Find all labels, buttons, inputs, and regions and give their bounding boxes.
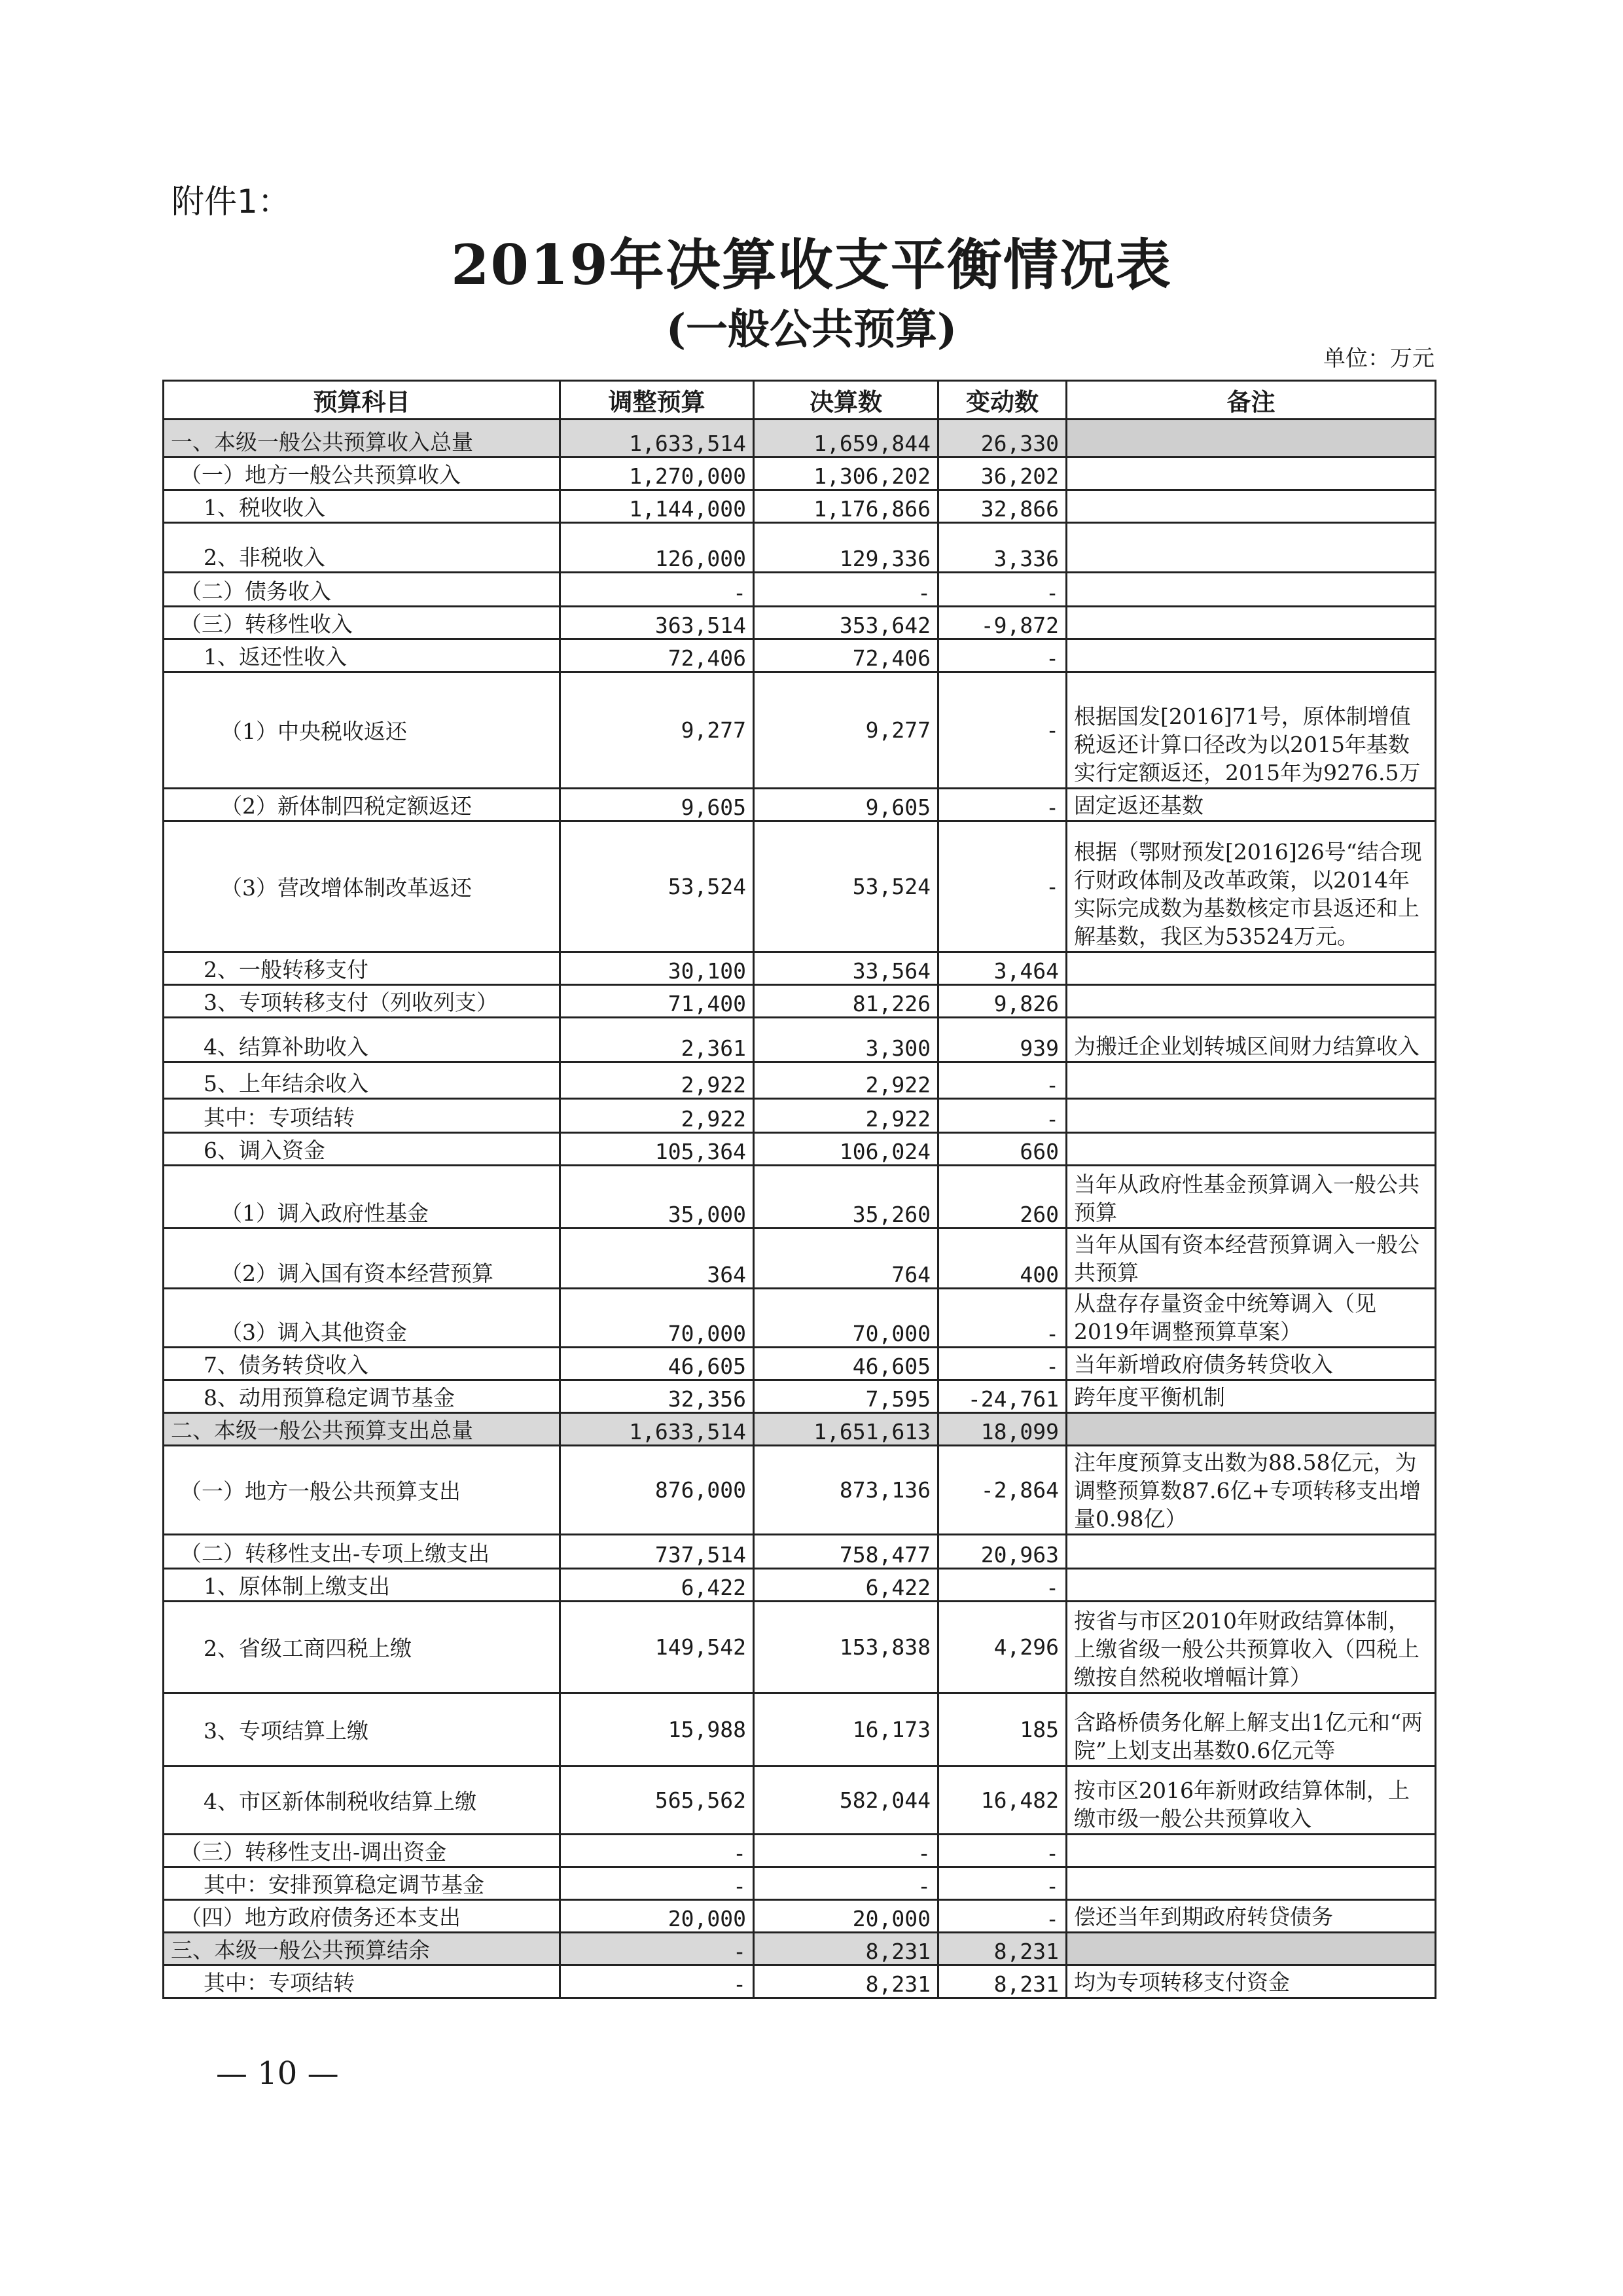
cell-final-account: 873,136 [754,1446,938,1535]
document-subtitle: (一般公共预算) [666,305,957,354]
cell-budget-item: （3）调入其他资金 [164,1289,560,1348]
budget-balance-table [162,380,1436,1999]
cell-change: 32,866 [938,490,1067,523]
cell-adjusted-budget: - [560,1965,754,1998]
cell-budget-item: 其中：安排预算稳定调节基金 [164,1867,560,1900]
cell-remarks: 含路桥债务化解上解支出1亿元和“两院”上划支出基数0.6亿元等 [1067,1693,1436,1767]
cell-budget-item: 1、税收收入 [164,490,560,523]
cell-budget-item: 其中：专项结转 [164,1965,560,1998]
cell-remarks: 跨年度平衡机制 [1067,1380,1436,1413]
cell-final-account: 2,922 [754,1099,938,1133]
cell-budget-item: （一）地方一般公共预算收入 [164,457,560,490]
cell-adjusted-budget: 737,514 [560,1535,754,1569]
cell-final-account: 758,477 [754,1535,938,1569]
cell-adjusted-budget: 364 [560,1229,754,1289]
cell-remarks [1067,985,1436,1018]
table-row [164,639,1436,672]
cell-change: - [938,639,1067,672]
cell-final-account: 70,000 [754,1289,938,1348]
cell-remarks: 注年度预算支出数为88.58亿元，为调整预算数87.6亿+专项转移支出增量0.98亿） [1067,1446,1436,1535]
cell-budget-item: （四）地方政府债务还本支出 [164,1900,560,1933]
cell-final-account: 2,922 [754,1062,938,1099]
cell-final-account: 33,564 [754,952,938,985]
table-row [164,1133,1436,1166]
cell-adjusted-budget: 149,542 [560,1602,754,1693]
cell-change: - [938,821,1067,952]
cell-change: - [938,1348,1067,1380]
cell-remarks: 根据（鄂财预发[2016]26号“结合现行财政体制及改革政策，以2014年实际完成数为基数核定市县返还和上解基数，我区为53524万元。 [1067,821,1436,952]
cell-budget-item: （二）转移性支出-专项上缴支出 [164,1535,560,1569]
cell-change: - [938,672,1067,789]
cell-change: 660 [938,1133,1067,1166]
cell-adjusted-budget: 876,000 [560,1446,754,1535]
table-row [164,607,1436,639]
cell-final-account: 20,000 [754,1900,938,1933]
cell-final-account: 35,260 [754,1166,938,1229]
cell-adjusted-budget: - [560,1867,754,1900]
document-title: 2019年决算收支平衡情况表 [451,232,1172,297]
cell-final-account: 1,659,844 [754,420,938,457]
cell-adjusted-budget: 1,144,000 [560,490,754,523]
cell-remarks [1067,952,1436,985]
table-row [164,1535,1436,1569]
cell-final-account: 3,300 [754,1018,938,1062]
table-row-total [164,420,1436,457]
cell-budget-item: （1）中央税收返还 [164,672,560,789]
header-change: 变动数 [938,381,1067,420]
cell-change: - [938,1867,1067,1900]
cell-budget-item: 3、专项结算上缴 [164,1693,560,1767]
cell-change: - [938,1099,1067,1133]
cell-change: 400 [938,1229,1067,1289]
cell-remarks: 当年新增政府债务转贷收入 [1067,1348,1436,1380]
cell-change: - [938,1569,1067,1602]
cell-adjusted-budget: 15,988 [560,1693,754,1767]
cell-remarks: 根据国发[2016]71号，原体制增值税返还计算口径改为以2015年基数实行定额返还，2015年为9276.5万 [1067,672,1436,789]
cell-change: - [938,1062,1067,1099]
cell-budget-item: （2）新体制四税定额返还 [164,789,560,821]
cell-final-account: 6,422 [754,1569,938,1602]
cell-remarks [1067,420,1436,457]
cell-final-account: 764 [754,1229,938,1289]
table-row [164,1062,1436,1099]
cell-remarks [1067,457,1436,490]
cell-change: 8,231 [938,1933,1067,1965]
cell-final-account: - [754,1867,938,1900]
cell-final-account: 9,277 [754,672,938,789]
cell-budget-item: 3、专项转移支付（列收列支） [164,985,560,1018]
cell-remarks: 当年从政府性基金预算调入一般公共预算 [1067,1166,1436,1229]
cell-remarks: 当年从国有资本经营预算调入一般公共预算 [1067,1229,1436,1289]
header-adjusted-budget: 调整预算 [560,381,754,420]
cell-final-account: 81,226 [754,985,938,1018]
cell-budget-item: 5、上年结余收入 [164,1062,560,1099]
table-row [164,1965,1436,1998]
cell-budget-item: 二、本级一般公共预算支出总量 [164,1413,560,1446]
cell-remarks [1067,1133,1436,1166]
cell-change: - [938,1835,1067,1867]
cell-budget-item: 2、一般转移支付 [164,952,560,985]
cell-change: - [938,1900,1067,1933]
cell-budget-item: （1）调入政府性基金 [164,1166,560,1229]
table-row [164,490,1436,523]
cell-final-account: 129,336 [754,523,938,573]
cell-remarks [1067,639,1436,672]
table-row [164,523,1436,573]
table-row [164,952,1436,985]
cell-final-account: 582,044 [754,1767,938,1835]
cell-final-account: 7,595 [754,1380,938,1413]
cell-final-account: 353,642 [754,607,938,639]
cell-adjusted-budget: 6,422 [560,1569,754,1602]
cell-change: 18,099 [938,1413,1067,1446]
cell-final-account: - [754,1835,938,1867]
cell-budget-item: 一、本级一般公共预算收入总量 [164,420,560,457]
table-row [164,789,1436,821]
cell-remarks: 按市区2016年新财政结算体制，上缴市级一般公共预算收入 [1067,1767,1436,1835]
cell-change: 9,826 [938,985,1067,1018]
cell-adjusted-budget: 35,000 [560,1166,754,1229]
table-row [164,1289,1436,1348]
table-row [164,821,1436,952]
cell-adjusted-budget: 363,514 [560,607,754,639]
cell-adjusted-budget: 70,000 [560,1289,754,1348]
table-row [164,1446,1436,1535]
cell-adjusted-budget: 71,400 [560,985,754,1018]
cell-budget-item: 1、原体制上缴支出 [164,1569,560,1602]
cell-change: 26,330 [938,420,1067,457]
cell-adjusted-budget: 20,000 [560,1900,754,1933]
table-row [164,985,1436,1018]
cell-change: 20,963 [938,1535,1067,1569]
cell-budget-item: （一）地方一般公共预算支出 [164,1446,560,1535]
cell-remarks: 为搬迁企业划转城区间财力结算收入 [1067,1018,1436,1062]
cell-adjusted-budget: 53,524 [560,821,754,952]
cell-budget-item: 2、非税收入 [164,523,560,573]
cell-remarks: 按省与市区2010年财政结算体制，上缴省级一般公共预算收入（四税上缴按自然税收增幅计算） [1067,1602,1436,1693]
cell-adjusted-budget: 30,100 [560,952,754,985]
cell-change: -24,761 [938,1380,1067,1413]
cell-adjusted-budget: 2,922 [560,1099,754,1133]
cell-adjusted-budget: 9,605 [560,789,754,821]
cell-adjusted-budget: 1,633,514 [560,420,754,457]
cell-change: 260 [938,1166,1067,1229]
cell-final-account: 1,176,866 [754,490,938,523]
table-row [164,1229,1436,1289]
cell-remarks [1067,1933,1436,1965]
page-number: — 10 — [216,2055,339,2092]
cell-final-account: 8,231 [754,1933,938,1965]
cell-budget-item: 7、债务转贷收入 [164,1348,560,1380]
attachment-label: 附件1： [171,183,291,221]
header-final-account: 决算数 [754,381,938,420]
cell-adjusted-budget: 105,364 [560,1133,754,1166]
cell-adjusted-budget: 565,562 [560,1767,754,1835]
cell-remarks [1067,1099,1436,1133]
cell-change: - [938,1289,1067,1348]
table-row [164,672,1436,789]
table-row [164,1099,1436,1133]
cell-adjusted-budget: - [560,573,754,607]
cell-adjusted-budget: - [560,1933,754,1965]
cell-change: 4,296 [938,1602,1067,1693]
cell-remarks: 均为专项转移支付资金 [1067,1965,1436,1998]
header-remarks: 备注 [1067,381,1436,420]
table-row [164,573,1436,607]
table-row [164,1569,1436,1602]
cell-budget-item: 1、返还性收入 [164,639,560,672]
cell-adjusted-budget: 2,361 [560,1018,754,1062]
table-row [164,1835,1436,1867]
cell-budget-item: （三）转移性收入 [164,607,560,639]
table-row [164,1348,1436,1380]
cell-budget-item: 三、本级一般公共预算结余 [164,1933,560,1965]
cell-adjusted-budget: 72,406 [560,639,754,672]
cell-remarks [1067,1569,1436,1602]
cell-budget-item: 4、市区新体制税收结算上缴 [164,1767,560,1835]
cell-final-account: 46,605 [754,1348,938,1380]
cell-remarks [1067,1413,1436,1446]
cell-adjusted-budget: 1,270,000 [560,457,754,490]
cell-remarks [1067,607,1436,639]
cell-change: -2,864 [938,1446,1067,1535]
cell-budget-item: （二）债务收入 [164,573,560,607]
unit-label: 单位：万元 [1323,346,1435,372]
cell-budget-item: 8、动用预算稳定调节基金 [164,1380,560,1413]
cell-change: 185 [938,1693,1067,1767]
cell-change: - [938,573,1067,607]
cell-final-account: 153,838 [754,1602,938,1693]
cell-change: 3,336 [938,523,1067,573]
cell-final-account: 72,406 [754,639,938,672]
cell-final-account: 8,231 [754,1965,938,1998]
cell-remarks: 固定返还基数 [1067,789,1436,821]
cell-change: 36,202 [938,457,1067,490]
cell-adjusted-budget: 2,922 [560,1062,754,1099]
header-budget-item: 预算科目 [164,381,560,420]
cell-remarks: 从盘存存量资金中统筹调入（见2019年调整预算草案） [1067,1289,1436,1348]
cell-remarks [1067,1835,1436,1867]
cell-remarks [1067,1867,1436,1900]
table-header-row [164,381,1436,420]
cell-budget-item: （2）调入国有资本经营预算 [164,1229,560,1289]
cell-remarks [1067,573,1436,607]
table-row [164,1867,1436,1900]
table-row [164,1166,1436,1229]
table-row [164,457,1436,490]
cell-adjusted-budget: 46,605 [560,1348,754,1380]
cell-final-account: - [754,573,938,607]
cell-change: 16,482 [938,1767,1067,1835]
table-row [164,1602,1436,1693]
cell-budget-item: 其中：专项结转 [164,1099,560,1133]
table-row-total [164,1933,1436,1965]
cell-remarks [1067,1535,1436,1569]
cell-final-account: 1,651,613 [754,1413,938,1446]
cell-budget-item: 6、调入资金 [164,1133,560,1166]
cell-change: - [938,789,1067,821]
cell-change: -9,872 [938,607,1067,639]
cell-adjusted-budget: 126,000 [560,523,754,573]
cell-change: 3,464 [938,952,1067,985]
cell-final-account: 53,524 [754,821,938,952]
table-row [164,1380,1436,1413]
cell-final-account: 9,605 [754,789,938,821]
cell-budget-item: 2、省级工商四税上缴 [164,1602,560,1693]
table-row [164,1018,1436,1062]
cell-budget-item: （三）转移性支出-调出资金 [164,1835,560,1867]
cell-remarks [1067,490,1436,523]
cell-adjusted-budget: 32,356 [560,1380,754,1413]
table-row-total [164,1413,1436,1446]
cell-remarks [1067,1062,1436,1099]
table-row [164,1900,1436,1933]
cell-remarks [1067,523,1436,573]
cell-final-account: 1,306,202 [754,457,938,490]
cell-budget-item: （3）营改增体制改革返还 [164,821,560,952]
cell-adjusted-budget: - [560,1835,754,1867]
table-row [164,1767,1436,1835]
cell-remarks: 偿还当年到期政府转贷债务 [1067,1900,1436,1933]
cell-change: 939 [938,1018,1067,1062]
cell-final-account: 16,173 [754,1693,938,1767]
cell-budget-item: 4、结算补助收入 [164,1018,560,1062]
table-row [164,1693,1436,1767]
cell-adjusted-budget: 9,277 [560,672,754,789]
cell-final-account: 106,024 [754,1133,938,1166]
cell-adjusted-budget: 1,633,514 [560,1413,754,1446]
cell-change: 8,231 [938,1965,1067,1998]
